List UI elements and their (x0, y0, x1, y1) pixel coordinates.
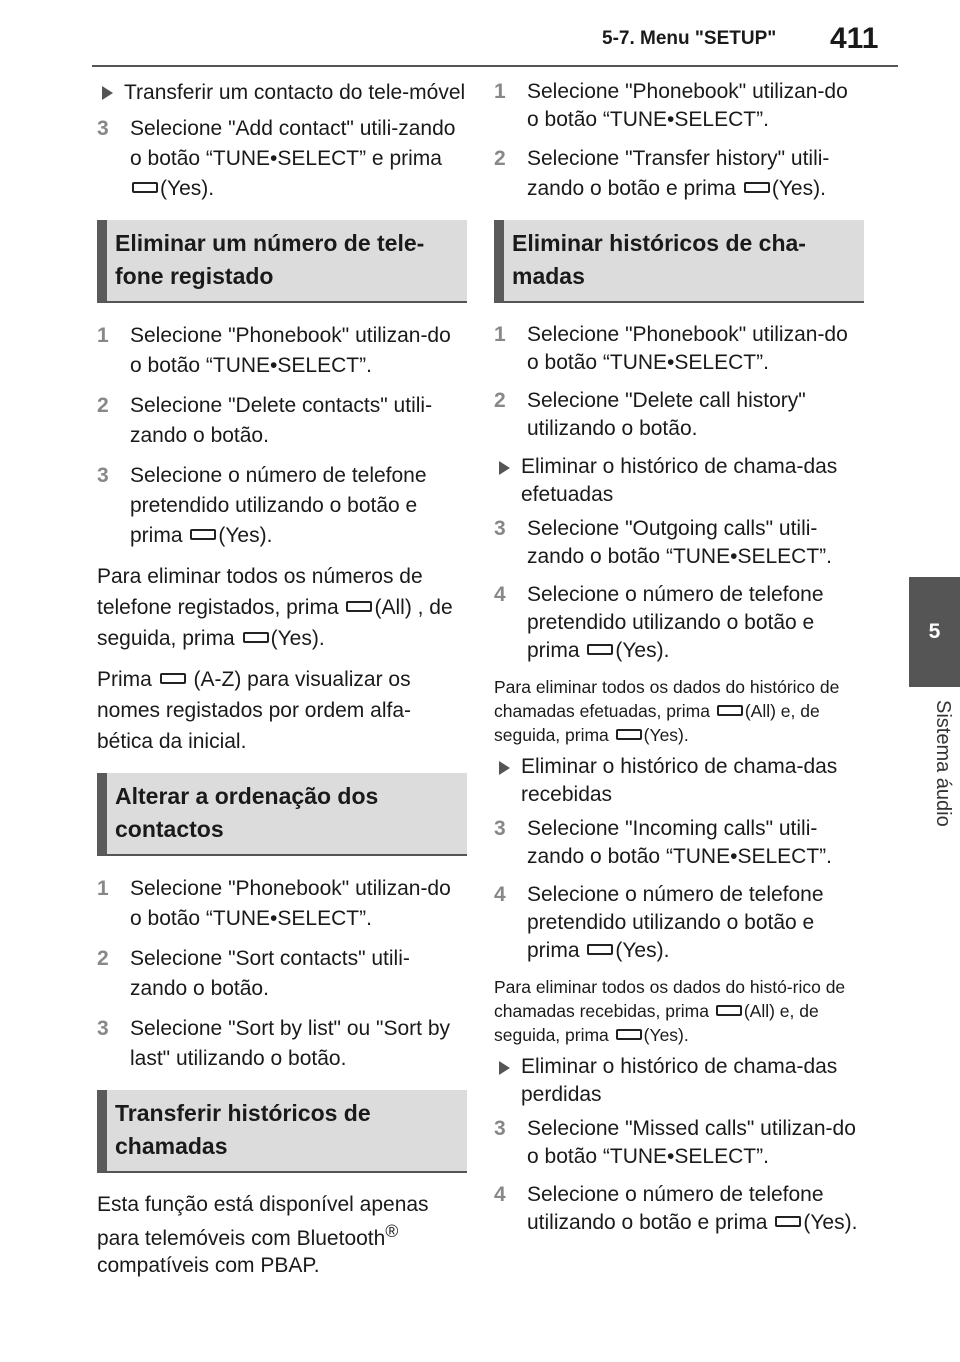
step-item: 3 Selecione "Outgoing calls" utili-zando o botão “TUNE•SELECT”. (494, 517, 832, 568)
button-icon (775, 1216, 801, 1227)
bullet-transfer-contact: Transferir um contacto do tele-móvel (97, 78, 467, 108)
button-icon (616, 1029, 642, 1040)
button-icon (616, 729, 642, 740)
left-column (97, 78, 467, 1289)
button-icon (716, 1005, 742, 1016)
button-icon (346, 601, 372, 612)
step-item: 1 Selecione "Phonebook" utilizan-do o botão “TUNE•SELECT”. (97, 877, 451, 930)
section-header: 5-7. Menu "SETUP" (602, 28, 777, 49)
note-paragraph: Para eliminar todos os dados do histó-rico de chamadas recebidas, prima (All) e, de seguida, prima (Yes). (494, 977, 846, 1045)
chapter-label: Sistema áudio (932, 700, 954, 827)
button-icon (587, 644, 613, 655)
triangle-bullet-icon (499, 761, 510, 775)
section-heading: Eliminar históricos de cha-madas (494, 220, 864, 303)
bullet-missed: Eliminar o histórico de chama-das perdidas (494, 1053, 864, 1109)
step-item: 1 Selecione "Phonebook" utilizan-do o botão “TUNE•SELECT”. (97, 324, 451, 377)
step-item: 2 Selecione "Delete call history" utilizando o botão. (494, 389, 806, 440)
section-heading: Eliminar um número de tele-fone registado (97, 220, 467, 303)
section-heading: Transferir históricos de chamadas (97, 1090, 467, 1173)
triangle-bullet-icon (102, 86, 113, 100)
paragraph: Esta função está disponível apenas para telemóveis com Bluetooth® compatíveis com PBAP. (97, 1193, 429, 1277)
step-item: 4 Selecione o número de telefone pretendido utilizando o botão e prima (Yes). (494, 583, 824, 662)
step-item: 2 Selecione "Transfer history" utili-zando o botão e prima (Yes). (494, 147, 830, 200)
right-column (494, 78, 864, 1247)
button-icon (132, 182, 158, 193)
chapter-tab (909, 577, 960, 687)
section-heading: Alterar a ordenação dos contactos (97, 773, 467, 856)
bullet-outgoing: Eliminar o histórico de chama-das efetuadas (494, 453, 864, 509)
step-item: 2 Selecione "Delete contacts" utili-zando o botão. (97, 394, 433, 447)
step-item: 2 Selecione "Sort contacts" utili-zando o botão. (97, 947, 410, 1000)
step-item: 3 Selecione o número de telefone pretendido utilizando o botão e prima (Yes). (97, 464, 427, 547)
header-rule (92, 65, 898, 67)
paragraph: Prima (A-Z) para visualizar os nomes registados por ordem alfa-bética da inicial. (97, 668, 411, 753)
button-icon (243, 632, 269, 643)
step-item: 3 Selecione "Sort by list" ou "Sort by last" utilizando o botão. (97, 1017, 451, 1070)
step-item: 3 Selecione "Incoming calls" utili-zando o botão “TUNE•SELECT”. (494, 817, 832, 868)
step-item: 1 Selecione "Phonebook" utilizan-do o botão “TUNE•SELECT”. (494, 80, 848, 131)
paragraph: Para eliminar todos os números de telefone registados, prima (All) , de seguida, prima (Yes). (97, 565, 453, 650)
step-item: 4 Selecione o número de telefone utilizando o botão e prima (Yes). (494, 1183, 858, 1234)
button-icon (160, 673, 186, 684)
step-item: 3 Selecione "Missed calls" utilizan-do o botão “TUNE•SELECT”. (494, 1117, 856, 1168)
bullet-incoming: Eliminar o histórico de chama-das recebidas (494, 753, 864, 809)
button-icon (190, 529, 216, 540)
button-icon (587, 944, 613, 955)
triangle-bullet-icon (499, 461, 510, 475)
button-icon (717, 705, 743, 716)
step-item: 4 Selecione o número de telefone pretendido utilizando o botão e prima (Yes). (494, 883, 824, 962)
button-icon (744, 182, 770, 193)
step-item: 3 Selecione "Add contact" utili-zando o botão “TUNE•SELECT” e prima (Yes). (97, 117, 456, 200)
page-number: 411 (830, 22, 879, 55)
note-paragraph: Para eliminar todos os dados do histórico de chamadas efetuadas, prima (All) e, de seguida, prima (Yes). (494, 677, 840, 745)
triangle-bullet-icon (499, 1061, 510, 1075)
chapter-number: 5 (928, 620, 941, 643)
step-item: 1 Selecione "Phonebook" utilizan-do o botão “TUNE•SELECT”. (494, 323, 848, 374)
